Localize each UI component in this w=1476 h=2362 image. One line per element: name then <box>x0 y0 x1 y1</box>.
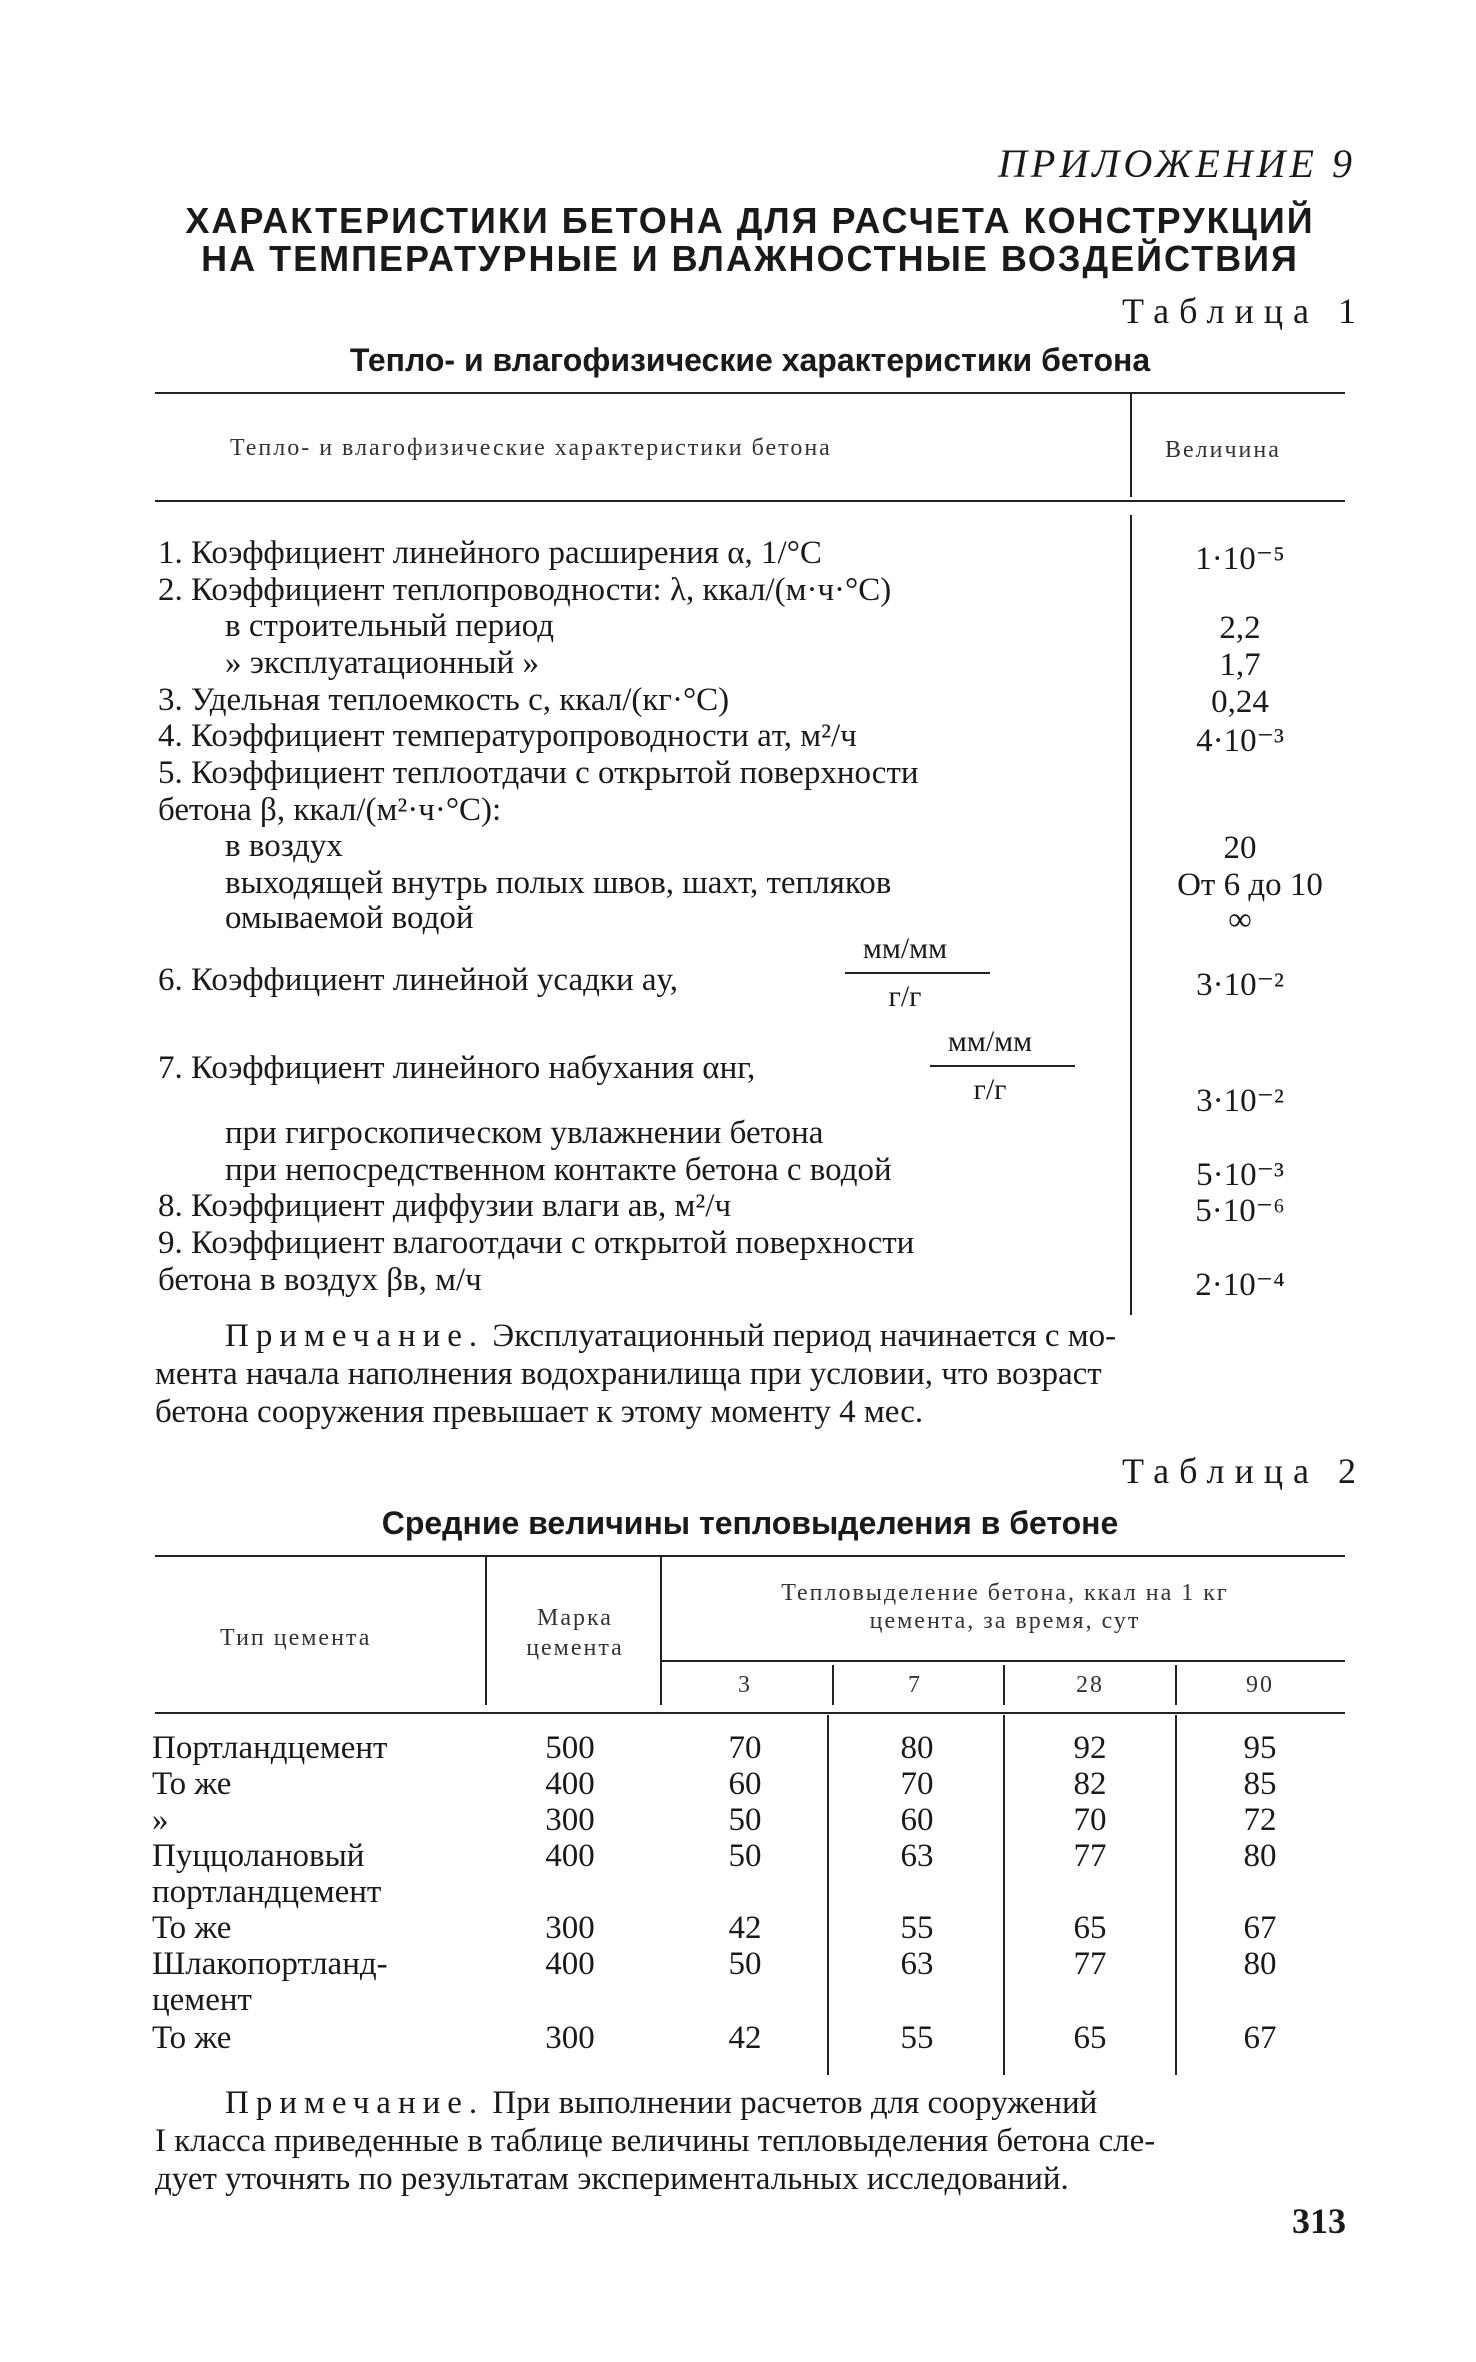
table1-row: в воздух <box>225 828 343 864</box>
table2-col-grade-l1: Марка <box>537 1605 613 1631</box>
table1-col-header-char: Тепло- и влагофизические характеристики бетона <box>230 435 832 461</box>
table2-cell-d3: 50 <box>728 1802 762 1838</box>
table1-value: 20 <box>1223 830 1257 866</box>
table2-top-rule <box>155 1555 1345 1557</box>
table2-cell-d90: 67 <box>1243 2020 1277 2056</box>
table2-cement-type-cont: портландцемент <box>152 1874 382 1910</box>
table2-cell-d28: 82 <box>1073 1766 1107 1802</box>
table2-col-heat-l2: цемента, за время, сут <box>869 1608 1141 1634</box>
table1-value: 0,24 <box>1211 684 1269 720</box>
table1-value: 3·10⁻² <box>1196 1083 1284 1119</box>
note-label: Примечание. <box>225 1318 485 1354</box>
table1-value: 2,2 <box>1219 610 1261 646</box>
table2-cell-grade: 300 <box>545 1910 595 1946</box>
table2-cell-d7: 63 <box>900 1838 934 1874</box>
table1-row: » эксплуатационный » <box>225 645 539 681</box>
table1-row: 7. Коэффициент линейного набухания αнг, <box>158 1050 756 1086</box>
table2-cement-type: То же <box>152 1910 232 1946</box>
table2-day-divider <box>832 1665 834 1705</box>
table2-cell-d3: 42 <box>728 1910 762 1946</box>
table2-cell-d3: 70 <box>728 1730 762 1766</box>
table1-row: при гигроскопическом увлажнении бетона <box>225 1115 824 1151</box>
table2-cell-grade: 400 <box>545 1766 595 1802</box>
table2-cell-d3: 60 <box>728 1766 762 1802</box>
table2-cell-d28: 65 <box>1073 1910 1107 1946</box>
table2-cement-type: То же <box>152 2020 232 2056</box>
fraction-bar <box>930 1065 1075 1067</box>
table2-cell-d7: 60 <box>900 1802 934 1838</box>
table2-cell-d7: 55 <box>900 1910 934 1946</box>
appendix-label: ПРИЛОЖЕНИЕ 9 <box>998 141 1356 186</box>
table2-cement-type: Пуццолановый <box>152 1838 365 1874</box>
table2-subheader-rule <box>662 1660 1345 1662</box>
table2-day-header: 28 <box>1076 1672 1104 1698</box>
table1-row: 1. Коэффициент линейного расширения α, 1/°С <box>158 535 822 571</box>
table2-cement-type-cont: цемент <box>152 1982 252 2018</box>
table2-day-header: 7 <box>908 1672 922 1698</box>
table2-note-line1 <box>225 2085 1097 2122</box>
table1-row: при непосредственном контакте бетона с водой <box>225 1152 892 1188</box>
table1-value: 5·10⁻⁶ <box>1195 1193 1285 1229</box>
table1-value: 5·10⁻³ <box>1196 1157 1284 1193</box>
table1-value: 2·10⁻⁴ <box>1195 1267 1285 1303</box>
table2-body-divider <box>1003 1715 1005 2075</box>
table1-note-line3: бетона сооружения превышает к этому моменту 4 мес. <box>155 1394 924 1430</box>
table2-cell-d28: 65 <box>1073 2020 1107 2056</box>
note-text: При выполнении расчетов для сооружений <box>492 2085 1098 2121</box>
table2-cell-d28: 77 <box>1073 1838 1107 1874</box>
table1-note-line1 <box>225 1318 1116 1355</box>
table1-value: От 6 до 10 <box>1177 867 1323 903</box>
table1-value: ∞ <box>1228 902 1252 938</box>
table2-cell-d28: 92 <box>1073 1730 1107 1766</box>
table2-cell-d90: 80 <box>1243 1838 1277 1874</box>
table2-cell-grade: 400 <box>545 1946 595 1982</box>
table2-cement-type: Портландцемент <box>152 1730 388 1766</box>
table1-row: 3. Удельная теплоемкость c, ккал/(кг·°С) <box>158 682 730 718</box>
table1-col-header-value: Величина <box>1165 437 1281 463</box>
table2-cement-type: » <box>152 1802 169 1838</box>
table2-cell-d90: 72 <box>1243 1802 1277 1838</box>
table1-row: выходящей внутрь полых швов, шахт, тепляков <box>225 865 892 901</box>
table2-note-line3: дует уточнять по результатам экспериментальных исследований. <box>155 2161 1069 2197</box>
table2-cell-d90: 80 <box>1243 1946 1277 1982</box>
fraction-denominator: г/г <box>973 1073 1007 1106</box>
table1-note-line2: мента начала наполнения водохранилища при условии, что возраст <box>155 1356 1102 1392</box>
table2-cell-grade: 400 <box>545 1838 595 1874</box>
fraction-denominator: г/г <box>888 980 922 1013</box>
table1-header-rule <box>155 500 1345 502</box>
table2-col-heat-l1: Тепловыделение бетона, ккал на 1 кг <box>781 1580 1229 1606</box>
table2-day-divider <box>1175 1665 1177 1705</box>
table1-row: 4. Коэффициент температуропроводности aт, м²/ч <box>158 718 857 754</box>
table1-value: 4·10⁻³ <box>1196 723 1284 759</box>
table1-row: бетона β, ккал/(м²·ч·°С): <box>158 792 502 828</box>
table2-header-divider <box>485 1555 487 1705</box>
table2-cement-type: Шлакопортланд- <box>152 1946 388 1982</box>
table2-day-header: 3 <box>738 1672 752 1698</box>
page-title-line1: ХАРАКТЕРИСТИКИ БЕТОНА ДЛЯ РАСЧЕТА КОНСТРУКЦИЙ <box>185 200 1315 241</box>
table2-label: Таблица 2 <box>1122 1451 1366 1491</box>
fraction-numerator: мм/мм <box>862 932 948 965</box>
table2-cell-grade: 300 <box>545 1802 595 1838</box>
table2-cement-type: То же <box>152 1766 232 1802</box>
table2-col-type: Тип цемента <box>220 1625 372 1651</box>
table1-row: 6. Коэффициент линейной усадки aу, <box>158 962 678 998</box>
table2-body-divider <box>827 1715 829 2075</box>
table2-cell-d3: 42 <box>728 2020 762 2056</box>
table2-cell-d3: 50 <box>728 1946 762 1982</box>
table1-row: 2. Коэффициент теплопроводности: λ, ккал/(м·ч·°С) <box>158 572 892 608</box>
table1-row: омываемой водой <box>225 900 474 936</box>
table1-value: 3·10⁻² <box>1196 967 1284 1003</box>
table1-value: 1,7 <box>1219 647 1261 683</box>
table1-caption: Тепло- и влагофизические характеристики бетона <box>349 342 1151 378</box>
table2-cell-d90: 95 <box>1243 1730 1277 1766</box>
table2-body-divider <box>1175 1715 1177 2075</box>
table2-day-divider <box>1003 1665 1005 1705</box>
table1-value: 1·10⁻⁵ <box>1195 541 1285 577</box>
note-text: Эксплуатационный период начинается с мо- <box>492 1318 1117 1354</box>
table1-row: 5. Коэффициент теплоотдачи с открытой поверхности <box>158 755 919 791</box>
table1-body-divider <box>1130 515 1132 1315</box>
table2-cell-d7: 63 <box>900 1946 934 1982</box>
table1-header-divider <box>1130 392 1132 497</box>
table1-top-rule <box>155 392 1345 394</box>
table2-caption: Средние величины тепловыделения в бетоне <box>381 1505 1119 1541</box>
table2-cell-d90: 67 <box>1243 1910 1277 1946</box>
table2-cell-d7: 55 <box>900 2020 934 2056</box>
table2-cell-d7: 70 <box>900 1766 934 1802</box>
table2-header-divider <box>660 1555 662 1705</box>
table2-cell-d28: 77 <box>1073 1946 1107 1982</box>
table2-header-rule <box>155 1712 1345 1714</box>
table2-cell-d7: 80 <box>900 1730 934 1766</box>
table2-cell-d28: 70 <box>1073 1802 1107 1838</box>
table1-row: бетона в воздух βв, м/ч <box>158 1262 482 1298</box>
fraction-numerator: мм/мм <box>947 1025 1033 1058</box>
table2-cell-grade: 300 <box>545 2020 595 2056</box>
fraction-bar <box>845 972 990 974</box>
table1-row: 9. Коэффициент влагоотдачи с открытой поверхности <box>158 1225 915 1261</box>
table2-cell-grade: 500 <box>545 1730 595 1766</box>
page-number: 313 <box>1292 2201 1346 2241</box>
table2-col-grade-l2: цемента <box>526 1635 624 1661</box>
table1-row: 8. Коэффициент диффузии влаги aв, м²/ч <box>158 1188 732 1224</box>
note-label: Примечание. <box>225 2085 485 2121</box>
table1-label: Таблица 1 <box>1122 291 1366 331</box>
table2-note-line2: I класса приведенные в таблице величины тепловыделения бетона сле- <box>155 2123 1156 2159</box>
table1-row: в строительный период <box>225 608 555 644</box>
table2-cell-d3: 50 <box>728 1838 762 1874</box>
table2-day-header: 90 <box>1246 1672 1274 1698</box>
table2-cell-d90: 85 <box>1243 1766 1277 1802</box>
page-title-line2: НА ТЕМПЕРАТУРНЫЕ И ВЛАЖНОСТНЫЕ ВОЗДЕЙСТВИЯ <box>201 238 1299 279</box>
